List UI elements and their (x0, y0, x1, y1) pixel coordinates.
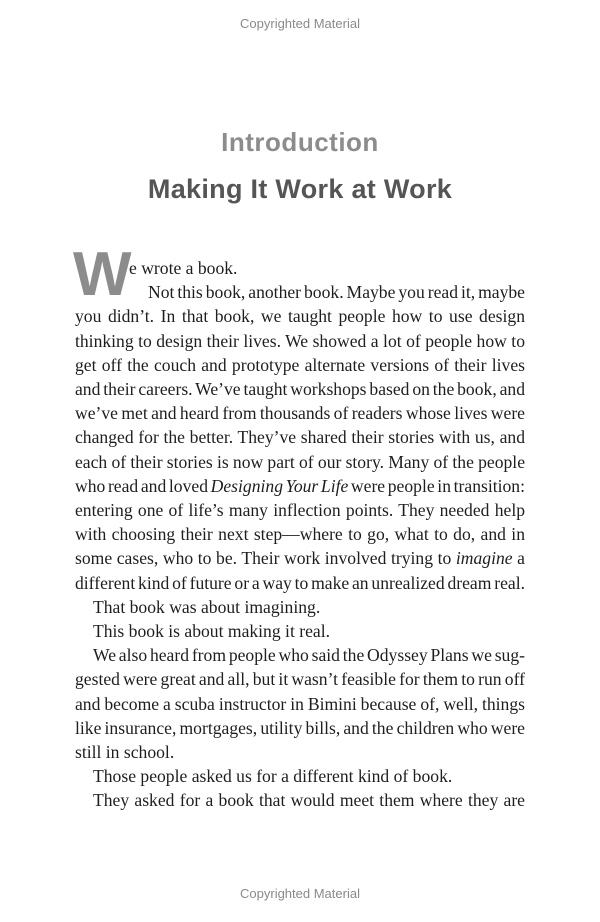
text-line-content (75, 667, 525, 691)
text-line (75, 788, 525, 812)
text-line-content (75, 474, 525, 498)
text-segment: That book was about imagining. (93, 596, 321, 617)
text-line (75, 498, 525, 522)
text-line-content (93, 788, 525, 812)
text-line (75, 329, 525, 353)
text-line-content (75, 353, 525, 377)
text-segment: entering one of life’s many inflection points. They needed help (75, 500, 525, 521)
text-line-content (93, 619, 330, 643)
text-line (75, 304, 525, 328)
text-segment: changed for the better. They’ve shared their stories with us, and (75, 427, 525, 448)
text-line-content (75, 692, 525, 716)
text-line-content (75, 425, 525, 449)
text-line-content (75, 377, 525, 401)
text-segment: like insurance, mortgages, utility bills, and the children who were (75, 717, 525, 738)
text-line (75, 692, 525, 716)
text-line-content (129, 256, 237, 280)
text-line-content (75, 546, 525, 570)
text-line-content (75, 401, 525, 425)
text-line (75, 619, 525, 643)
text-line-content (75, 740, 174, 764)
text-line-content (93, 595, 320, 619)
text-line-content (75, 571, 525, 595)
text-line (75, 643, 525, 667)
copyright-watermark-bottom: Copyrighted Material (240, 886, 360, 901)
text-line-content (75, 716, 525, 740)
text-segment: Those people asked us for a different kind of book. (93, 766, 453, 787)
text-line-content (93, 643, 525, 667)
text-segment: e wrote a book. (129, 258, 238, 278)
text-line (75, 595, 525, 619)
text-segment: They asked for a book that would meet them where they are (93, 790, 525, 811)
text-line (75, 353, 525, 377)
text-line (75, 546, 525, 570)
text-line-content (75, 522, 525, 546)
text-segment: a (512, 548, 525, 569)
chapter-label: Introduction (221, 127, 379, 157)
text-segment: who read and loved (75, 475, 211, 496)
text-line-content (148, 280, 525, 304)
text-segment: we’ve met and heard from thousands of readers whose lives were (75, 403, 525, 424)
text-segment: Not this book, another book. Maybe you read it, maybe (148, 282, 525, 303)
text-segment: We also heard from people who said the Odyssey Plans we sug- (93, 645, 525, 666)
italic-title-text: Designing Your Life (210, 475, 349, 496)
drop-cap: W (73, 240, 132, 309)
text-line (75, 716, 525, 740)
text-line-content (75, 498, 525, 522)
text-segment: still in school. (75, 742, 175, 763)
text-segment: and become a scuba instructor in Bimini because of, well, things (75, 693, 525, 714)
italic-title-text: imagine (455, 548, 513, 569)
text-line (75, 667, 525, 691)
text-segment: This book is about making it real. (93, 621, 330, 642)
text-line-content (93, 764, 452, 788)
text-line (75, 256, 525, 280)
text-segment: gested were great and all, but it wasn’t feasible for them to run off (75, 669, 525, 690)
text-segment: with choosing their next step—where to go, what to do, and in (75, 524, 525, 545)
text-segment: get off the couch and prototype alternate versions of their lives (75, 354, 525, 375)
text-line (75, 401, 525, 425)
text-line (75, 425, 525, 449)
text-line-content (75, 304, 525, 328)
text-segment: thinking to design their lives. We showed a lot of people how to (75, 330, 525, 351)
text-line (75, 764, 525, 788)
text-line (75, 280, 525, 304)
text-segment: each of their stories is now part of our story. Many of the people (75, 451, 525, 472)
text-line (75, 450, 525, 474)
text-segment: different kind of future or a way to make an unrealized dream real. (75, 572, 525, 593)
text-line (75, 522, 525, 546)
chapter-title: Making It Work at Work (147, 174, 453, 204)
text-line (75, 571, 525, 595)
text-line-content (75, 450, 525, 474)
text-segment: were people in transition: (348, 475, 525, 496)
text-line-content (75, 329, 525, 353)
text-line (75, 474, 525, 498)
body-text (75, 256, 525, 813)
text-segment: some cases, who to be. Their work involved trying to (75, 548, 456, 569)
text-line (75, 740, 525, 764)
text-segment: and their careers. We’ve taught workshops based on the book, and (75, 379, 525, 400)
text-line (75, 377, 525, 401)
copyright-watermark-top: Copyrighted Material (240, 16, 360, 31)
text-segment: you didn’t. In that book, we taught people how to use design (75, 306, 525, 327)
